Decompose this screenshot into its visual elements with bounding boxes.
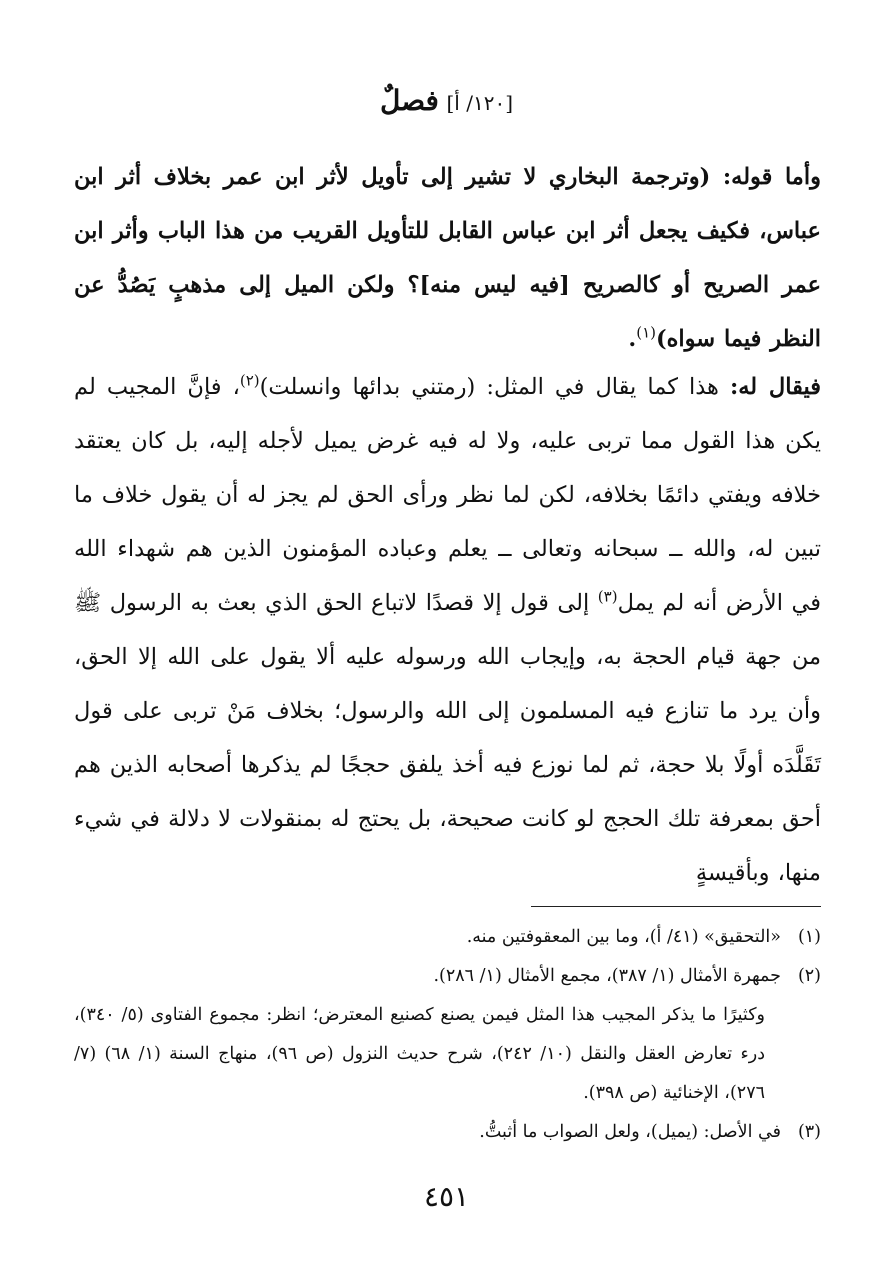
paragraph-text: هذا كما يقال في المثل: (رمتني بدائها وانسلت) <box>259 374 719 400</box>
footnote-text: وكثيرًا ما يذكر المجيب هذا المثل فيمن يصنع كصنيع المعترض؛ انظر: مجموع الفتاوى (٥/ ٣٤٠)، درء تعارض العقل والنقل (١٠/ ٢٤٢)، شرح حديث النزول (ص ٩٦)، منهاج السنة (١/ ٦٨) (٧/ ٢٧٦)، الإخنائية (ص ٣٩٨). <box>74 1005 766 1103</box>
footnotes <box>74 918 821 1152</box>
footnote-text: جمهرة الأمثال (١/ ٣٨٧)، مجمع الأمثال (١/ ٢٨٦). <box>433 966 781 986</box>
footnote <box>74 1113 821 1152</box>
footnote-number: (١) <box>797 927 821 947</box>
paragraph-text: إلى قول إلا قصدًا لاتباع الحق الذي بعث به الرسول ﷺ من جهة قيام الحجة به، وإيجاب الله ورسوله عليه ألا يقول على الله إلا الحق، وأن يرد ما تنازع فيه المسلمون إلى الله والرسول؛ بخلاف مَنْ تربى على قول تَقَلَّدَه أولًا بلا حجة، ثم لما نوزع فيه أخذ يلفق حججًا لم يذكرها أصحابه الذين هم أحق بمعرفة تلك الحجج لو كانت صحيحة، بل يحتج له بمنقولات لا دلالة في شيء منها، وبأقيسةٍ <box>74 590 821 886</box>
paragraph-text: ، فإنَّ المجيب لم يكن هذا القول مما تربى عليه، ولا له فيه غرض يميل لأجله إليه، بل كان يعتقد خلافه ويفتي دائمًا بخلافه، لكن لما نظر ورأى الحق لم يجز له أن يقول خلاف ما تبين له، والله ــ سبحانه وتعالى ــ يعلم وعباده المؤمنون الذين هم شهداء الله في الأرض أنه لم يمل <box>74 374 821 616</box>
section-title: فصلٌ <box>379 84 439 117</box>
footnote-number <box>781 996 821 1113</box>
footnote-text: في الأصل: (يميل)، ولعل الصواب ما أثبتُّ. <box>479 1122 781 1142</box>
footnote-text: «التحقيق» (٤١/ أ)، وما بين المعقوفتين منه. <box>466 927 781 947</box>
paragraph-lead: فيقال له: <box>729 374 822 400</box>
footnote-separator <box>531 906 821 907</box>
paragraph-text: (وترجمة البخاري لا تشير إلى تأويل لأثر ابن عمر بخلاف أثر ابن عباس، فكيف يجعل أثر ابن عباس القابل للتأويل القريب من هذا الباب وأثر ابن عمر الصريح أو كالصريح [فيه ليس منه]؟ ولكن الميل إلى مذهبٍ يَصُدُّ عن النظر فيما سواه) <box>74 164 821 352</box>
footnote-continuation <box>74 996 821 1113</box>
paragraph-end: . <box>628 326 637 352</box>
paragraph-lead: وأما قوله: <box>722 164 821 190</box>
footnote-marker: (٢) <box>239 371 260 390</box>
footnote-number: (٢) <box>797 966 821 986</box>
paragraph-response <box>74 360 821 900</box>
footnote-number: (٣) <box>797 1122 821 1142</box>
footnote <box>74 918 821 957</box>
paragraph-quote <box>74 150 821 366</box>
footnote-marker: (٣) <box>597 587 618 606</box>
footnote-marker: (١) <box>636 323 656 342</box>
page-number: ٤٥١ <box>423 1180 470 1213</box>
footnote <box>74 957 821 996</box>
section-heading <box>0 84 893 120</box>
manuscript-folio-ref: [١٢٠/ أ] <box>446 91 514 115</box>
